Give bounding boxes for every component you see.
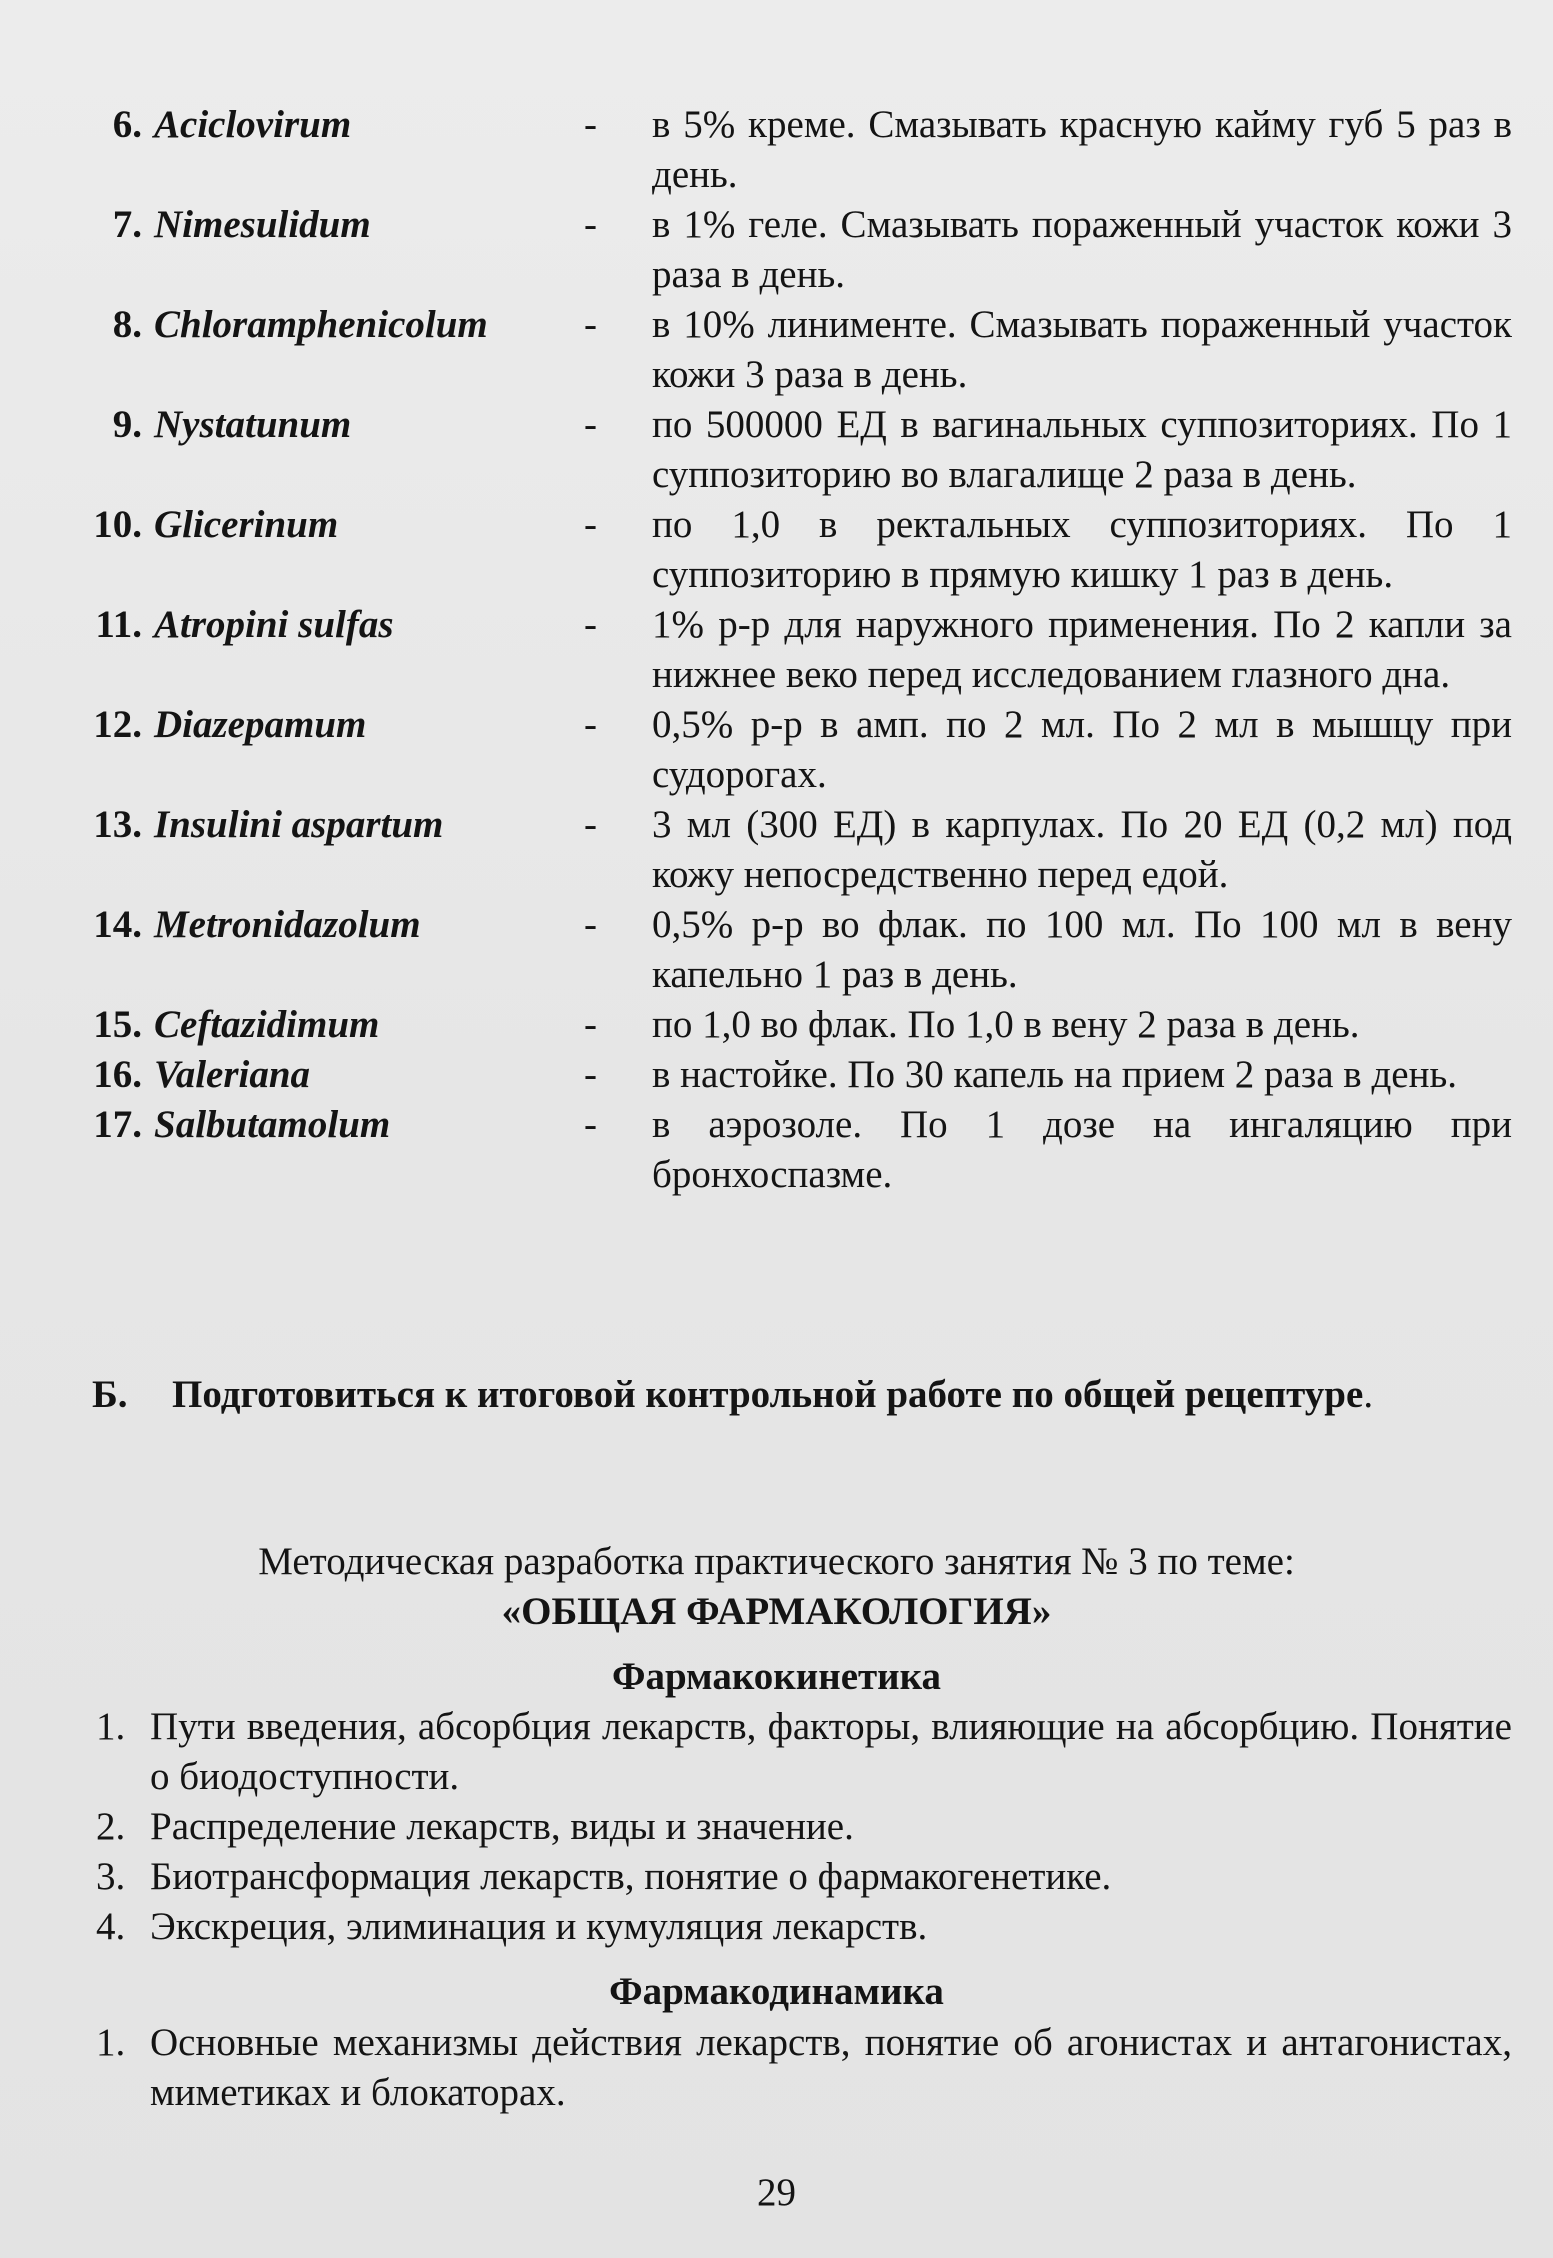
question-text: Биотрансформация лекарств, понятие о фармакогенетике. xyxy=(150,1855,1112,1898)
dash: - xyxy=(584,203,597,246)
item-number: 17. xyxy=(93,1103,142,1146)
drug-name: Glicerinum xyxy=(154,503,339,546)
question-number: 1. xyxy=(96,1705,126,1748)
drug-description: в 1% геле. Смазывать пораженный участок кожи 3 раза в день. xyxy=(652,203,1512,296)
dash: - xyxy=(584,1103,597,1146)
drug-name: Insulini aspartum xyxy=(154,803,444,846)
question-text: Пути введения, абсорбция лекарств, факторы, влияющие на абсорбцию. Понятие о биодоступности. xyxy=(150,1705,1512,1798)
prescription-item xyxy=(92,500,1512,600)
task-text xyxy=(172,1370,1512,1420)
dash: - xyxy=(584,1053,597,1096)
question-text: Экскреция, элиминация и кумуляция лекарств. xyxy=(150,1905,928,1948)
question-number: 3. xyxy=(96,1855,126,1898)
drug-name: Nimesulidum xyxy=(154,203,371,246)
prescription-item xyxy=(92,200,1512,300)
item-number: 11. xyxy=(95,603,142,646)
dash: - xyxy=(584,803,597,846)
item-number: 12. xyxy=(93,703,142,746)
page-number: 29 xyxy=(757,2171,796,2214)
question-item xyxy=(96,1702,1512,1802)
prescription-item xyxy=(92,1050,1512,1100)
drug-description: в 5% креме. Смазывать красную кайму губ 5 раз в день. xyxy=(652,103,1512,196)
drug-name: Nystatunum xyxy=(154,403,352,446)
question-item xyxy=(96,2018,1512,2118)
question-text: Основные механизмы действия лекарств, понятие об агонистах и антагонистах, миметиках и блокаторах. xyxy=(150,2021,1512,2114)
prescription-item xyxy=(92,400,1512,500)
question-item xyxy=(96,1852,1512,1902)
prescription-item xyxy=(92,900,1512,1000)
dash: - xyxy=(584,503,597,546)
prescription-item xyxy=(92,1100,1512,1200)
dash: - xyxy=(584,303,597,346)
question-text: Распределение лекарств, виды и значение. xyxy=(150,1805,854,1848)
question-number: 2. xyxy=(96,1805,126,1848)
drug-name: Atropini sulfas xyxy=(154,603,394,646)
prescription-item xyxy=(92,600,1512,700)
prescription-item xyxy=(92,100,1512,200)
question-number: 4. xyxy=(96,1905,126,1948)
drug-description: по 500000 ЕД в вагинальных суппозиториях. По 1 суппозиторию во влагалище 2 раза в день. xyxy=(652,403,1512,496)
drug-description: в 10% линименте. Смазывать пораженный участок кожи 3 раза в день. xyxy=(652,303,1512,396)
drug-name: Valeriana xyxy=(154,1053,311,1096)
prescription-item xyxy=(92,300,1512,400)
drug-name: Salbutamolum xyxy=(154,1103,391,1146)
pharmacodynamics-list xyxy=(96,2018,1512,2118)
task-text-bold: Подготовиться к итоговой контрольной работе по общей рецептуре xyxy=(172,1373,1364,1416)
question-number: 1. xyxy=(96,2021,126,2064)
drug-description: 0,5% р-р в амп. по 2 мл. По 2 мл в мышцу при судорогах. xyxy=(652,703,1512,796)
item-number: 7. xyxy=(112,203,142,246)
task-letter: Б. xyxy=(92,1373,128,1416)
item-number: 6. xyxy=(112,103,142,146)
pharmacokinetics-list xyxy=(96,1702,1512,1952)
prescription-list xyxy=(92,100,1512,1200)
item-number: 15. xyxy=(93,1003,142,1046)
drug-description: 3 мл (300 ЕД) в карпулах. По 20 ЕД (0,2 мл) под кожу непосредственно перед едой. xyxy=(652,803,1512,896)
prescription-item xyxy=(92,1000,1512,1050)
drug-name: Diazepamum xyxy=(154,703,367,746)
item-number: 13. xyxy=(93,803,142,846)
drug-name: Aciclovirum xyxy=(154,103,352,146)
dash: - xyxy=(584,403,597,446)
task-b xyxy=(92,1370,1512,1420)
item-number: 14. xyxy=(93,903,142,946)
item-number: 10. xyxy=(93,503,142,546)
dash: - xyxy=(584,903,597,946)
drug-description: по 1,0 в ректальных суппозиториях. По 1 суппозиторию в прямую кишку 1 раз в день. xyxy=(652,503,1512,596)
lesson-title: «ОБЩАЯ ФАРМАКОЛОГИЯ» xyxy=(501,1590,1052,1633)
pharmacokinetics-heading: Фармакокинетика xyxy=(611,1655,942,1698)
item-number: 9. xyxy=(112,403,142,446)
lesson-intro: Методическая разработка практического занятия № 3 по теме: xyxy=(258,1540,1295,1583)
question-item xyxy=(96,1902,1512,1952)
item-number: 8. xyxy=(112,303,142,346)
question-item xyxy=(96,1802,1512,1852)
drug-description: по 1,0 во флак. По 1,0 в вену 2 раза в день. xyxy=(652,1003,1360,1046)
dash: - xyxy=(584,1003,597,1046)
prescription-item xyxy=(92,700,1512,800)
drug-description: в аэрозоле. По 1 дозе на ингаляцию при бронхоспазме. xyxy=(652,1103,1512,1196)
dash: - xyxy=(584,703,597,746)
pharmacodynamics-heading: Фармакодинамика xyxy=(609,1970,944,2013)
drug-description: 0,5% р-р во флак. по 100 мл. По 100 мл в вену капельно 1 раз в день. xyxy=(652,903,1512,996)
dash: - xyxy=(584,603,597,646)
dash: - xyxy=(584,103,597,146)
item-number: 16. xyxy=(93,1053,142,1096)
drug-description: 1% р-р для наружного применения. По 2 капли за нижнее веко перед исследованием глазного дна. xyxy=(652,603,1512,696)
drug-description: в настойке. По 30 капель на прием 2 раза в день. xyxy=(652,1053,1458,1096)
prescription-item xyxy=(92,800,1512,900)
task-text-end: . xyxy=(1363,1373,1374,1416)
drug-name: Metronidazolum xyxy=(154,903,421,946)
drug-name: Chloramphenicolum xyxy=(154,303,488,346)
drug-name: Ceftazidimum xyxy=(154,1003,380,1046)
